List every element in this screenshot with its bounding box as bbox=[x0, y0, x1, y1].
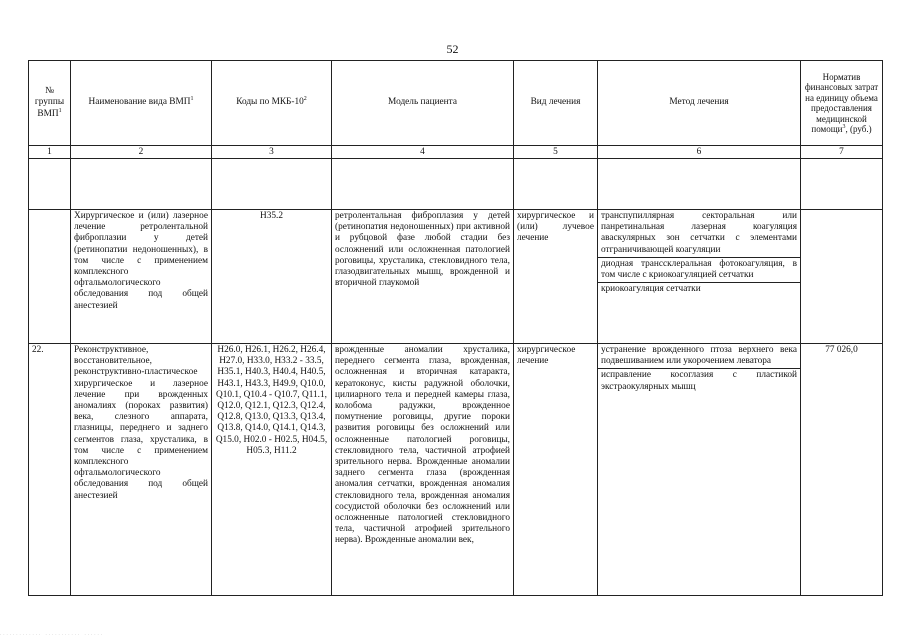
method-item: криокоагуляция сетчатки bbox=[601, 284, 701, 295]
empty-cell bbox=[514, 159, 598, 210]
column-number: 4 bbox=[332, 146, 514, 159]
header-group-line1: № bbox=[45, 86, 54, 97]
header-name-sup: 1 bbox=[190, 96, 194, 103]
treatment-type-cell: хирургическое лечение bbox=[514, 344, 598, 596]
table-row-empty bbox=[29, 159, 883, 210]
header-group-sup: 1 bbox=[58, 107, 62, 114]
footer-marks: ............. ........... ...... bbox=[0, 632, 104, 637]
method-item: транспупиллярная секторальная или панретинальная лазерная коагуляция аваскулярных зон сетчатки с элементами отграничивающей коагуляции bbox=[598, 210, 800, 258]
column-number: 5 bbox=[514, 146, 598, 159]
header-cost-text: Норматив финансовых затрат на единицу объема предоставления медицинской помощи bbox=[804, 71, 879, 134]
method-cell bbox=[598, 210, 801, 344]
cost-cell: 77 026,0 bbox=[801, 344, 883, 596]
column-number: 7 bbox=[801, 146, 883, 159]
header-cost-unit: , (руб.) bbox=[845, 124, 872, 134]
header-cost bbox=[801, 61, 883, 146]
header-name-text: Наименование вида ВМП bbox=[88, 97, 191, 108]
header-method: Метод лечения bbox=[598, 61, 801, 146]
table-row bbox=[29, 210, 883, 344]
treatment-type-cell: хирургическое и (или) лучевое лечение bbox=[514, 210, 598, 344]
group-cell: 22. bbox=[29, 344, 71, 596]
group-cell bbox=[29, 210, 71, 344]
empty-cell bbox=[29, 159, 71, 210]
column-number: 1 bbox=[29, 146, 71, 159]
header-codes-sup: 2 bbox=[303, 96, 307, 103]
empty-cell bbox=[598, 159, 801, 210]
header-group-line2: группы bbox=[34, 97, 65, 108]
table-row bbox=[29, 344, 883, 596]
column-number: 3 bbox=[212, 146, 332, 159]
page-number: 52 bbox=[446, 42, 459, 56]
method-item: устранение врожденного птоза верхнего века подвешиванием или укорочением леватора bbox=[598, 344, 800, 369]
empty-cell bbox=[332, 159, 514, 210]
empty-cell bbox=[212, 159, 332, 210]
method-item: исправление косоглазия с пластикой экстраокулярных мышц bbox=[601, 370, 797, 392]
vmp-table bbox=[28, 60, 883, 596]
header-treatment: Вид лечения bbox=[514, 61, 598, 146]
vmp-name-cell: Хирургическое и (или) лазерное лечение ретролентальной фиброплазии у детей (ретинопатии недоношенных), в том числе с применением комплексного офтальмологического обследования под общей анестезией bbox=[71, 210, 212, 344]
header-codes bbox=[212, 61, 332, 146]
header-group bbox=[29, 61, 71, 146]
column-number-row bbox=[29, 146, 883, 159]
icd-codes-cell: H35.2 bbox=[212, 210, 332, 344]
header-model: Модель пациента bbox=[332, 61, 514, 146]
header-name bbox=[71, 61, 212, 146]
empty-cell bbox=[71, 159, 212, 210]
column-number: 2 bbox=[71, 146, 212, 159]
column-number: 6 bbox=[598, 146, 801, 159]
patient-model-cell: ретролентальная фиброплазия у детей (ретинопатия недоношенных) при активной и рубцовой фазе любой стадии без осложнений или осложненная патологией роговицы, хрусталика, стекловидного тела, глазодвигательных мышц, врожденной и вторичной глаукомой bbox=[332, 210, 514, 344]
method-cell bbox=[598, 344, 801, 596]
cost-cell bbox=[801, 210, 883, 344]
empty-cell bbox=[801, 159, 883, 210]
header-cost-sup: 3 bbox=[842, 124, 846, 130]
vmp-name-cell: Реконструктивное, восстановительное, реконструктивно-пластическое хирургическое и лазерное лечение при врожденных аномалиях (пороках развития) века, слезного аппарата, глазницы, переднего и заднего сегментов глаза, хрусталика, в том числе с применением комплексного офтальмологического обследования под общей анестезией bbox=[71, 344, 212, 596]
header-row bbox=[29, 61, 883, 146]
header-codes-text: Коды по МКБ-10 bbox=[236, 97, 304, 108]
method-item: диодная транссклеральная фотокоагуляция, в том числе с криокоагуляцией сетчатки bbox=[598, 258, 800, 283]
icd-codes-cell: H26.0, H26.1, H26.2, H26.4, H27.0, H33.0, H33.2 - 33.5, H35.1, H40.3, H40.4, H40.5, H43.1, H43.3, H49.9, Q10.0, Q10.1, Q10.4 - Q10.7, Q11.1, Q12.0, Q12.1, Q12.3, Q12.4, Q12.8, Q13.0, Q13.3, Q13.4, Q13.8, Q14.0, Q14.1, Q14.3, Q15.0, H02.0 - H02.5, H04.5, H05.3, H11.2 bbox=[212, 344, 332, 596]
header-group-line3: ВМП bbox=[37, 108, 59, 119]
patient-model-cell: врожденные аномалии хрусталика, переднего сегмента глаза, врожденная, осложненная и вторичная катаракта, кератоконус, кисты радужной оболочки, цилиарного тела и передней камеры глаза, колобома радужки, врожденное помутнение роговицы, другие пороки развития роговицы без осложнений или осложненные патологией роговицы, стекловидного тела, частичной атрофией зрительного нерва. Врожденные аномалии заднего сегмента глаза (врожденная аномалия сетчатки, врожденная аномалия стекловидного тела, врожденная аномалия сосудистой оболочки без осложнений или осложненные патологией стекловидного тела, частичной атрофией зрительного нерва). Врожденные аномалии век, bbox=[332, 344, 514, 596]
